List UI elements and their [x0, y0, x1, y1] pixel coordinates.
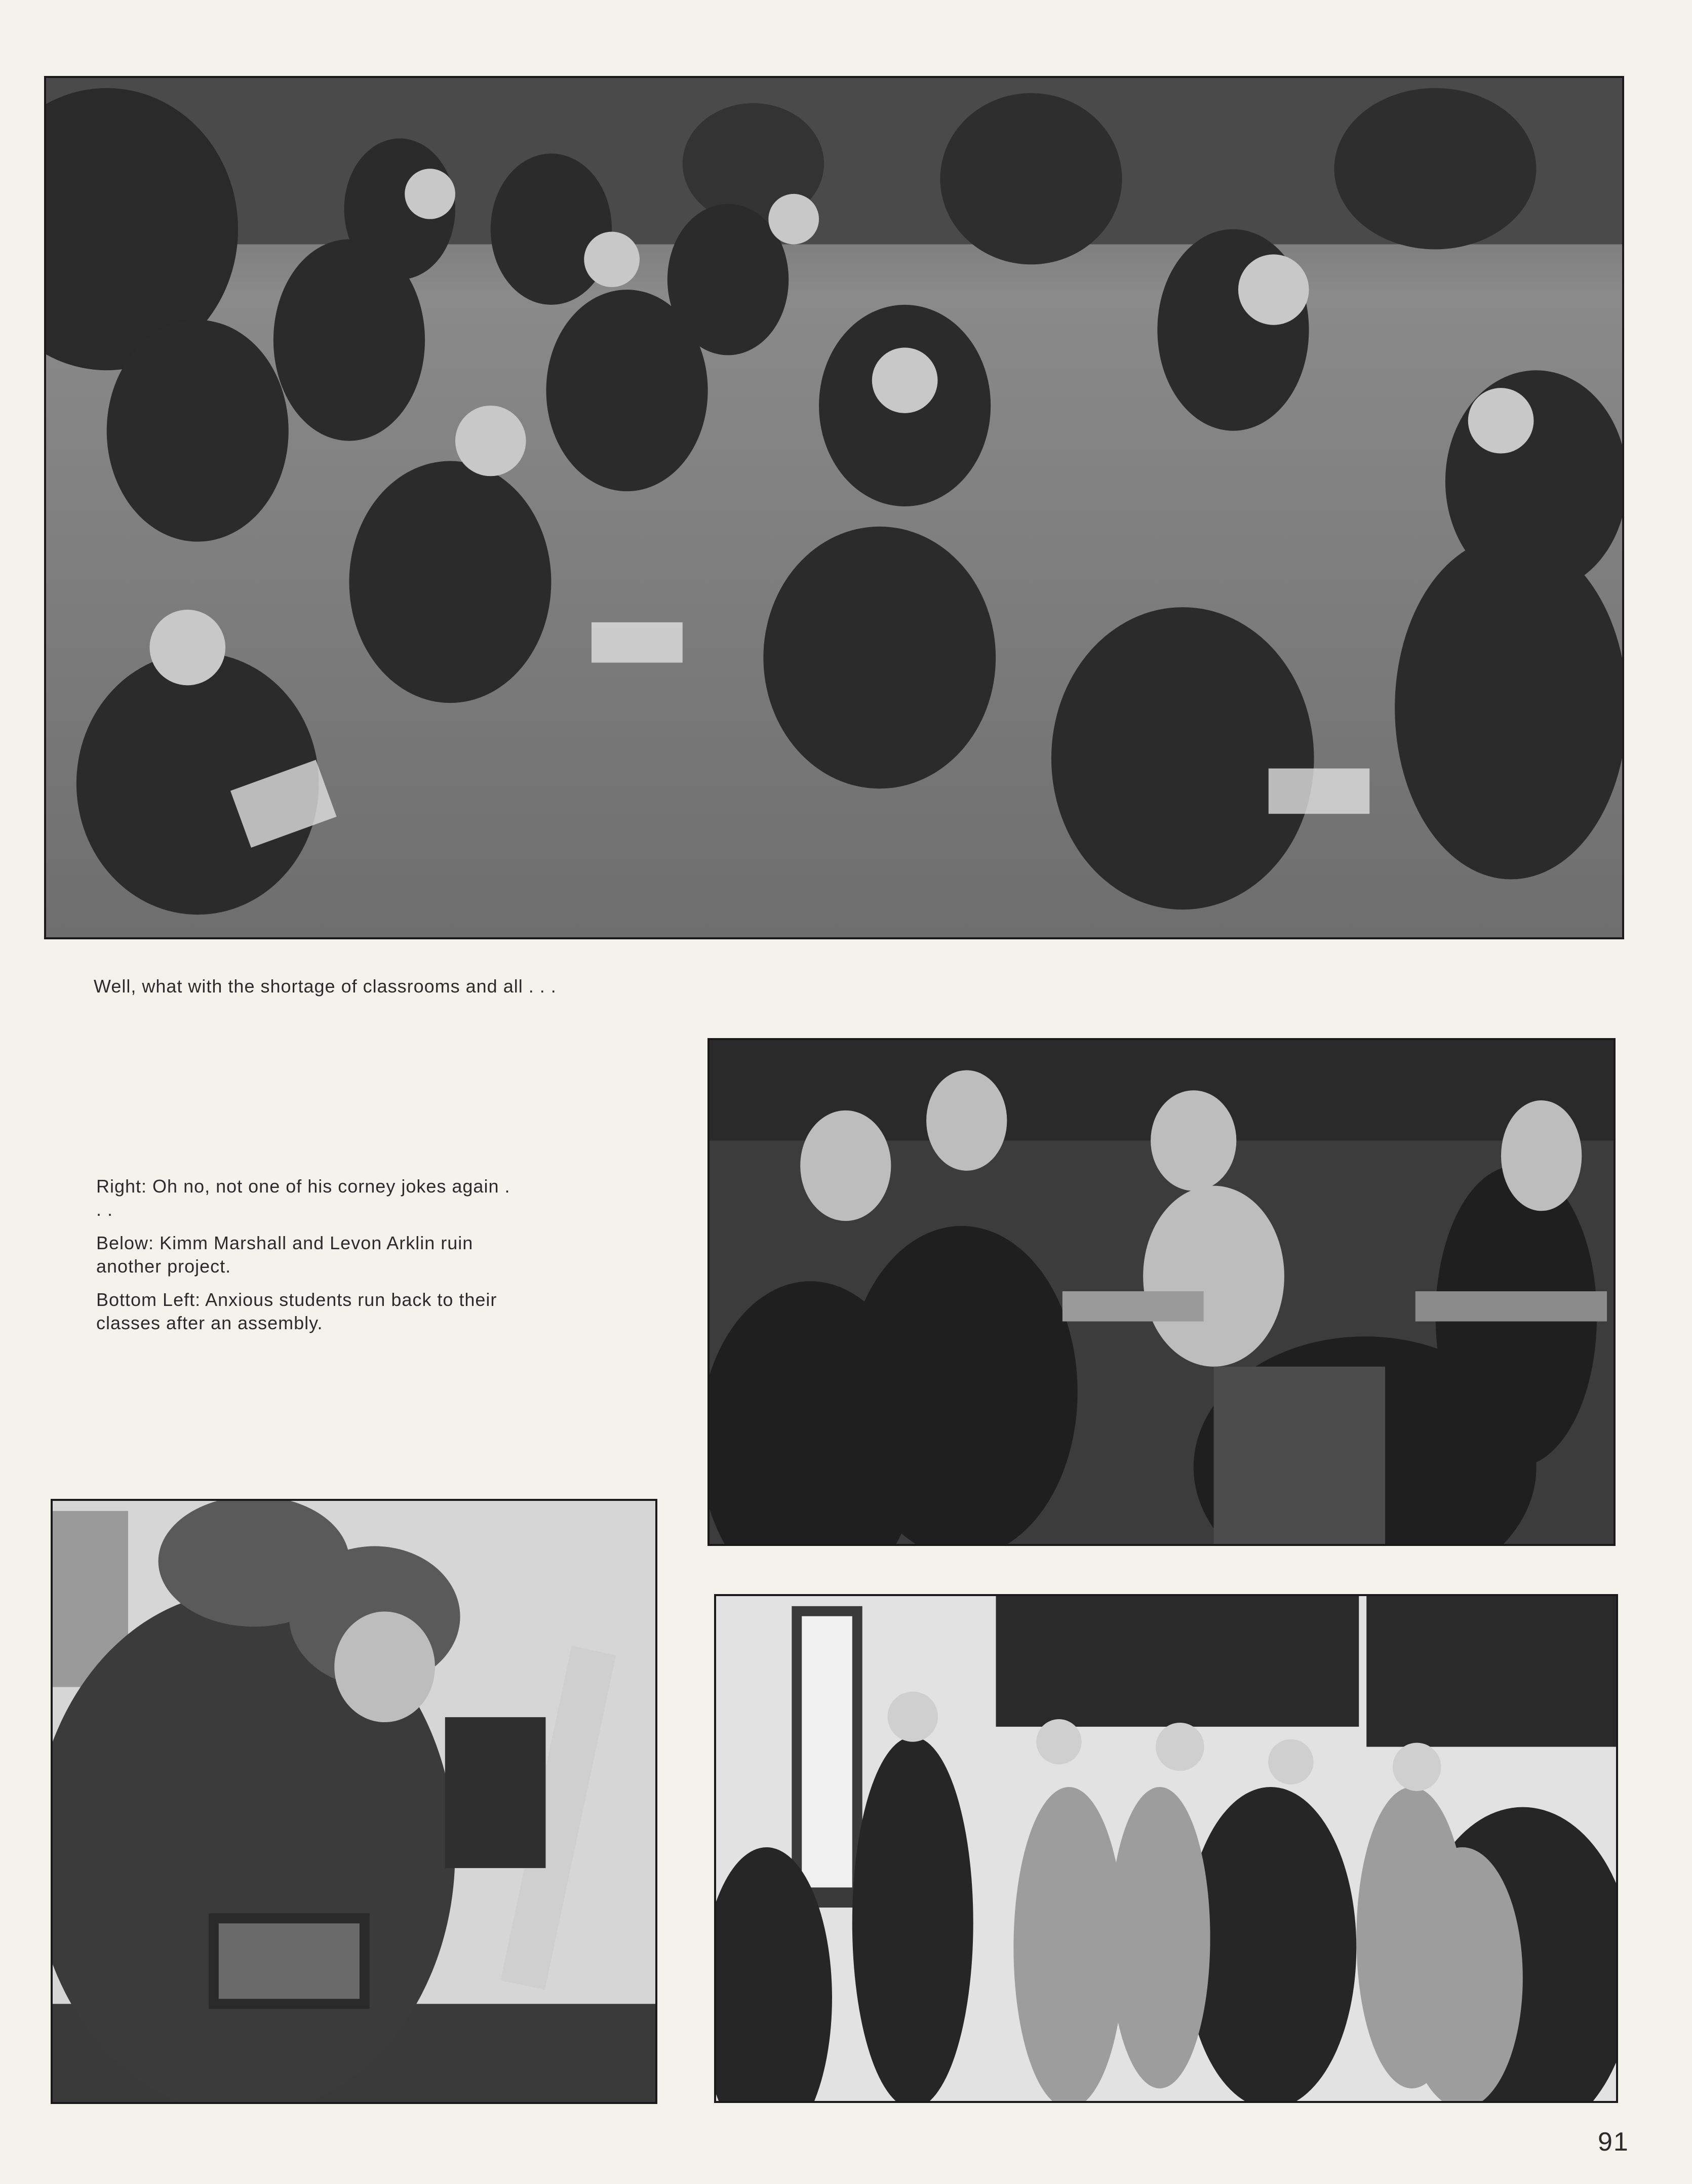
classroom-image — [710, 1040, 1614, 1544]
caption-top-text: Well, what with the shortage of classrooms and all . . . — [94, 976, 557, 997]
photo-students-after-assembly — [714, 1594, 1618, 2103]
electronics-image — [53, 1501, 655, 2102]
photo-electronics-project — [51, 1499, 657, 2104]
students-image — [716, 1596, 1616, 2101]
caption-bottom-left: Bottom Left: Anxious students run back to their classes after an assembly. — [96, 1289, 497, 1333]
captions-block — [96, 1175, 517, 1345]
page-number: 91 — [1598, 2127, 1629, 2157]
outdoor-class-image — [46, 78, 1622, 937]
caption-outdoor-class — [94, 975, 803, 998]
caption-right: Right: Oh no, not one of his corney jokes again . . . — [96, 1176, 510, 1220]
caption-below: Below: Kimm Marshall and Levon Arklin ruin another project. — [96, 1233, 474, 1277]
photo-outdoor-class — [44, 76, 1624, 939]
photo-classroom-corny-jokes — [707, 1038, 1616, 1546]
